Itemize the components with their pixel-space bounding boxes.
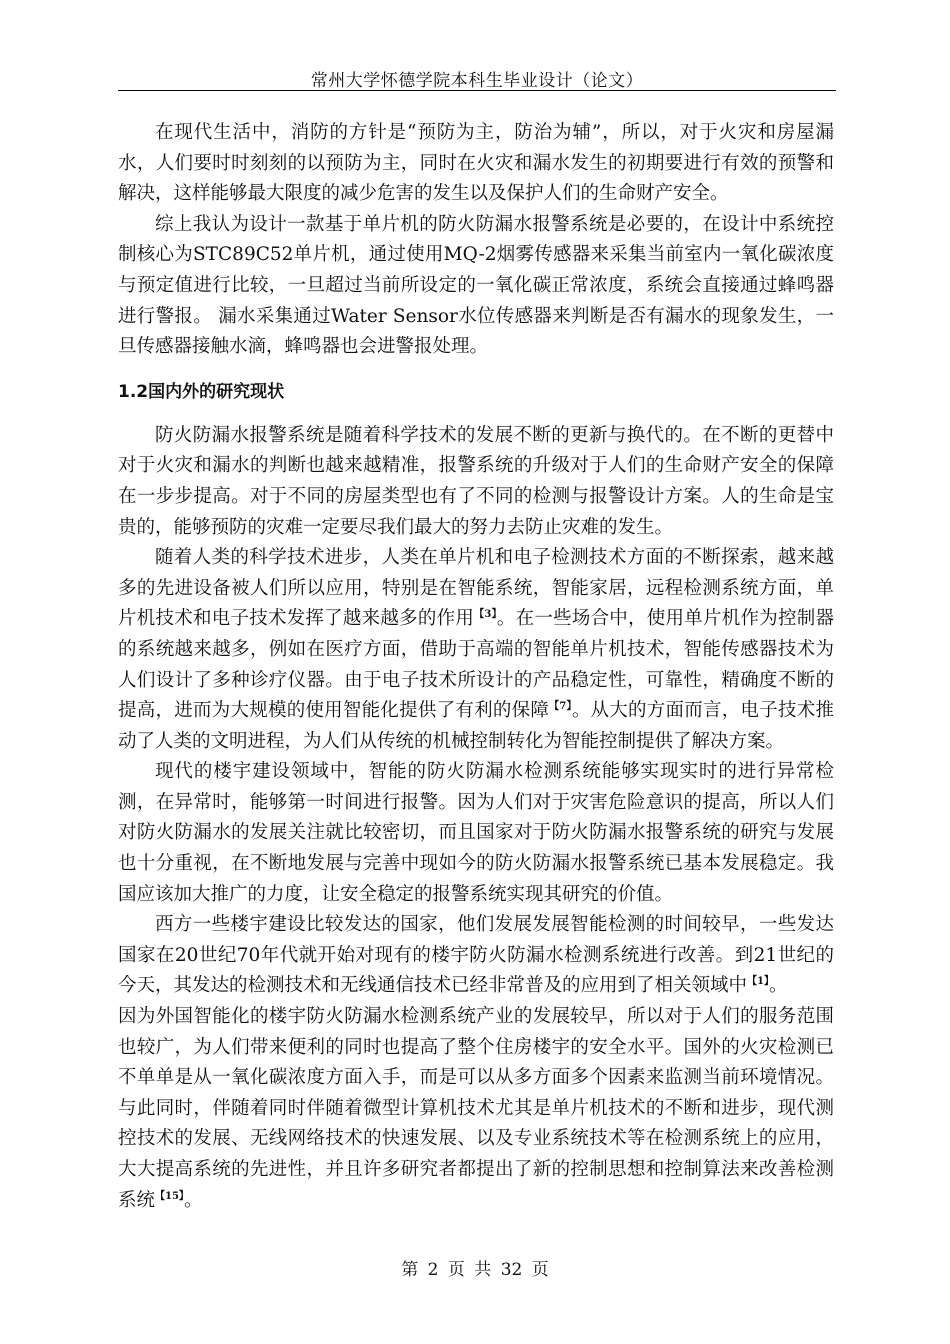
page-header-title: 常州大学怀德学院本科生毕业设计（论文） (310, 71, 644, 91)
page-number-footer: 第 2 页 共 32 页 (401, 1260, 549, 1280)
paragraph-western-countries (118, 910, 834, 1002)
paragraph-fire-prevention-policy: 在现代生活中，消防的方针是“预防为主，防治为辅”，所以，对于火灾和房屋漏水，人们要时时刻刻的以预防为主，同时在火灾和漏水发生的初期要进行有效的预警和解决，这样能够最大限度的减少危害的发生以及保护人们的生命财产安全。 (118, 122, 834, 205)
document-body (118, 118, 834, 1216)
citation-ref: 【1】 (747, 976, 769, 988)
paragraph-technology-progress (118, 543, 834, 757)
paragraph-text: 西方一些楼宇建设比较发达的国家，他们发展发展智能检测的时间较早，一些发达国家在20世纪70年代就开始对现有的楼宇防火防漏水检测系统进行改善。到21世纪的今天，其发达的检测技术和无线通信技术已经非常普及的应用到了相关领域中 (118, 914, 834, 997)
paragraph-text: 因为外国智能化的楼宇防火防漏水检测系统产业的发展较早，所以对于人们的服务范围也较广，为人们带来便利的同时也提高了整个住房楼宇的安全水平。国外的火灾检测已不单单是从一氧化碳浓度方面入手，而是可以从多方面多个因素来监测当前环境情况。与此同时，伴随着同时伴随着微型计算机技术尤其是单片机技术的不断和进步，现代测控技术的发展、无线网络技术的快速发展、以及专业系统技术等在检测系统上的应用，大大提高系统的先进性，并且许多研究者都提出了新的控制思想和控制算法来改善检测系统 (118, 1006, 834, 1211)
citation-ref: 【15】 (155, 1190, 184, 1202)
paragraph-text: 。 (183, 1189, 203, 1211)
paragraph-text: 。 (768, 975, 788, 997)
paragraph-text: 随着人类的科学技术进步，人类在单片机和电子检测技术方面的不断探索，越来越多的先进设备被人们所以应用，特别是在智能系统，智能家居，远程检测系统方面，单片机技术和电子技术发挥了越来越多的作用 (118, 547, 834, 630)
paragraph-alarm-system-evolution: 防火防漏水报警系统是随着科学技术的发展不断的更新与换代的。在不断的更替中对于火灾和漏水的判断也越来越精准，报警系统的升级对于人们的生命财产安全的保障在一步步提高。对于不同的房屋类型也有了不同的检测与报警设计方案。人的生命是宝贵的，能够预防的灾难一定要尽我们最大的努力去防止灾难的发生。 (118, 424, 834, 538)
paragraph-text: 。在一些场合中，使用单片机作为控制器的系统越来越多，例如在医疗方面，借助于高端的智能单片机技术，智能传感器技术为人们设计了多种诊疗仪器。由于电子技术所设计的产品稳定性，可靠性，精确度不断的提高，进而为大规模的使用智能化提供了有利的保障 (118, 608, 834, 722)
header-divider (118, 90, 836, 91)
paragraph-text: 。从大的方面而言，电子技术推动了人类的文明进程，为人们从传统的机械控制转化为智能控制提供了解决方案。 (118, 700, 834, 752)
citation-ref: 【7】 (549, 700, 572, 712)
paragraph-foreign-systems (118, 1002, 834, 1216)
paragraph-domestic-status: 现代的楼宇建设领域中，智能的防火防漏水检测系统能够实现实时的进行异常检测，在异常时，能够第一时间进行报警。因为人们对于灾害危险意识的提高，所以人们对防火防漏水的发展关注就比较密切，而且国家对于防火防漏水报警系统的研究与发展也十分重视，在不断地发展与完善中现如今的防火防漏水报警系统已基本发展稳定。我国应该加大推广的力度，让安全稳定的报警系统实现其研究的价值。 (118, 761, 834, 905)
citation-ref: 【3】 (474, 609, 497, 621)
paragraph-system-design-summary: 综上我认为设计一款基于单片机的防火防漏水报警系统是必要的，在设计中系统控制核心为STC89C52单片机，通过使用MQ-2烟雾传感器来采集当前室内一氧化碳浓度与预定值进行比较，一旦超过当前所设定的一氧化碳正常浓度，系统会直接通过蜂鸣器进行警报。 漏水采集通过Water Sensor水位传感器来判断是否有漏水的现象发生，一旦传感器接触水滴，蜂鸣器也会进警报处理。 (118, 213, 834, 358)
section-heading-research-status: 1.2国内外的研究现状 (118, 381, 285, 402)
